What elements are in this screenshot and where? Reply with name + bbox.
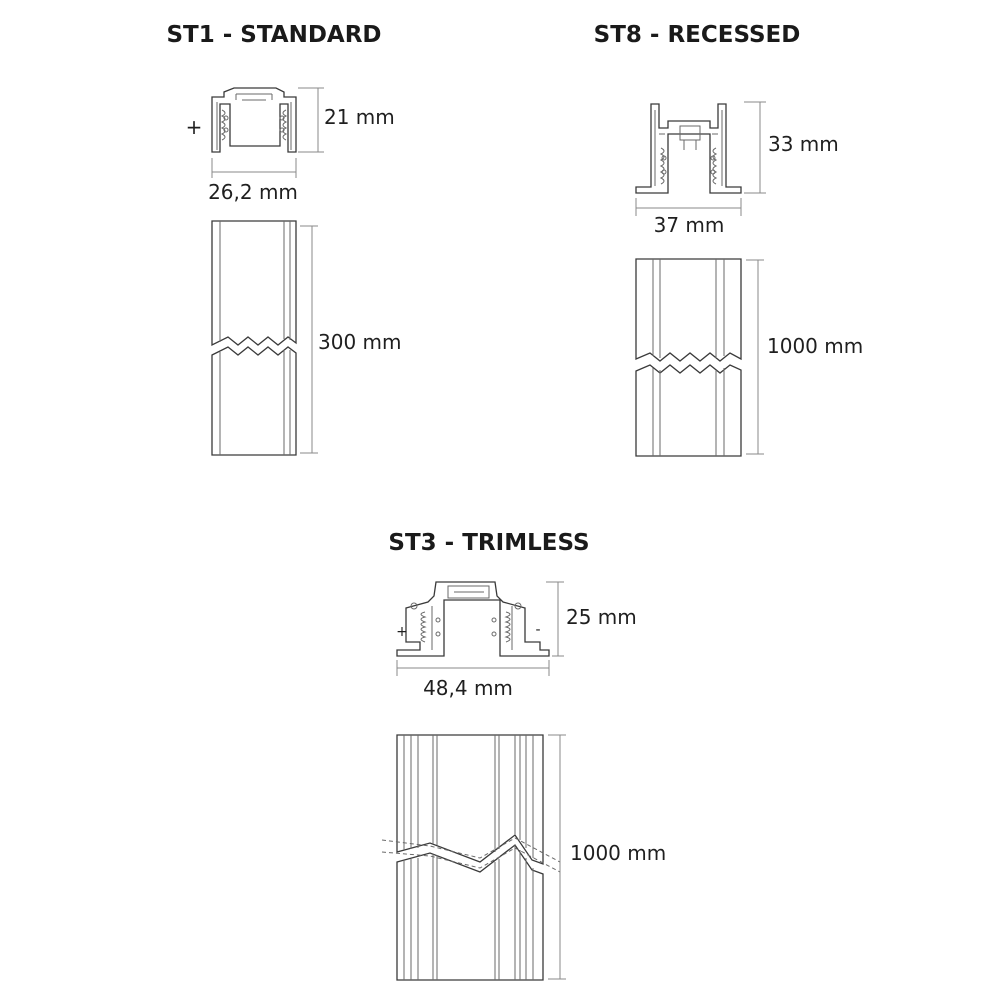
st1-width-dimension-line [212,158,296,178]
st8-width-label: 37 mm [653,213,725,237]
st8-height-dimension-line [744,102,766,193]
st3-width-label: 48,4 mm [423,676,513,700]
st8-title: ST8 - RECESSED [593,22,801,48]
st1-height-label: 21 mm [324,105,395,129]
st8-length-dimension-line [746,260,764,454]
st1-profile [212,88,296,152]
st3-length-label: 1000 mm [570,841,667,865]
st3-width-dimension-line [397,660,549,676]
st8-elevation [636,259,741,456]
st3-title: ST3 - TRIMLESS [388,530,590,556]
st1-height-dimension-line [298,88,324,152]
st3-profile [397,582,549,656]
st1-length-dimension-line [300,226,318,453]
st3-height-dimension-line [546,582,564,656]
st1-plus-sign: + [185,115,203,139]
st1-title: ST1 - STANDARD [166,22,382,48]
st1-width-label: 26,2 mm [208,180,298,204]
st3-elevation [382,735,560,980]
st3-plus-sign: + [396,624,408,640]
st1-length-label: 300 mm [318,330,402,354]
st1-group [166,22,401,455]
st1-elevation [212,221,296,455]
st3-group [382,530,666,980]
st3-height-label: 25 mm [566,605,637,629]
st8-group [594,22,864,456]
st8-profile [636,104,741,193]
st8-length-label: 1000 mm [767,334,864,358]
st3-minus-sign: - [535,622,541,638]
st3-length-dimension-line [548,735,566,979]
st8-height-label: 33 mm [768,132,839,156]
